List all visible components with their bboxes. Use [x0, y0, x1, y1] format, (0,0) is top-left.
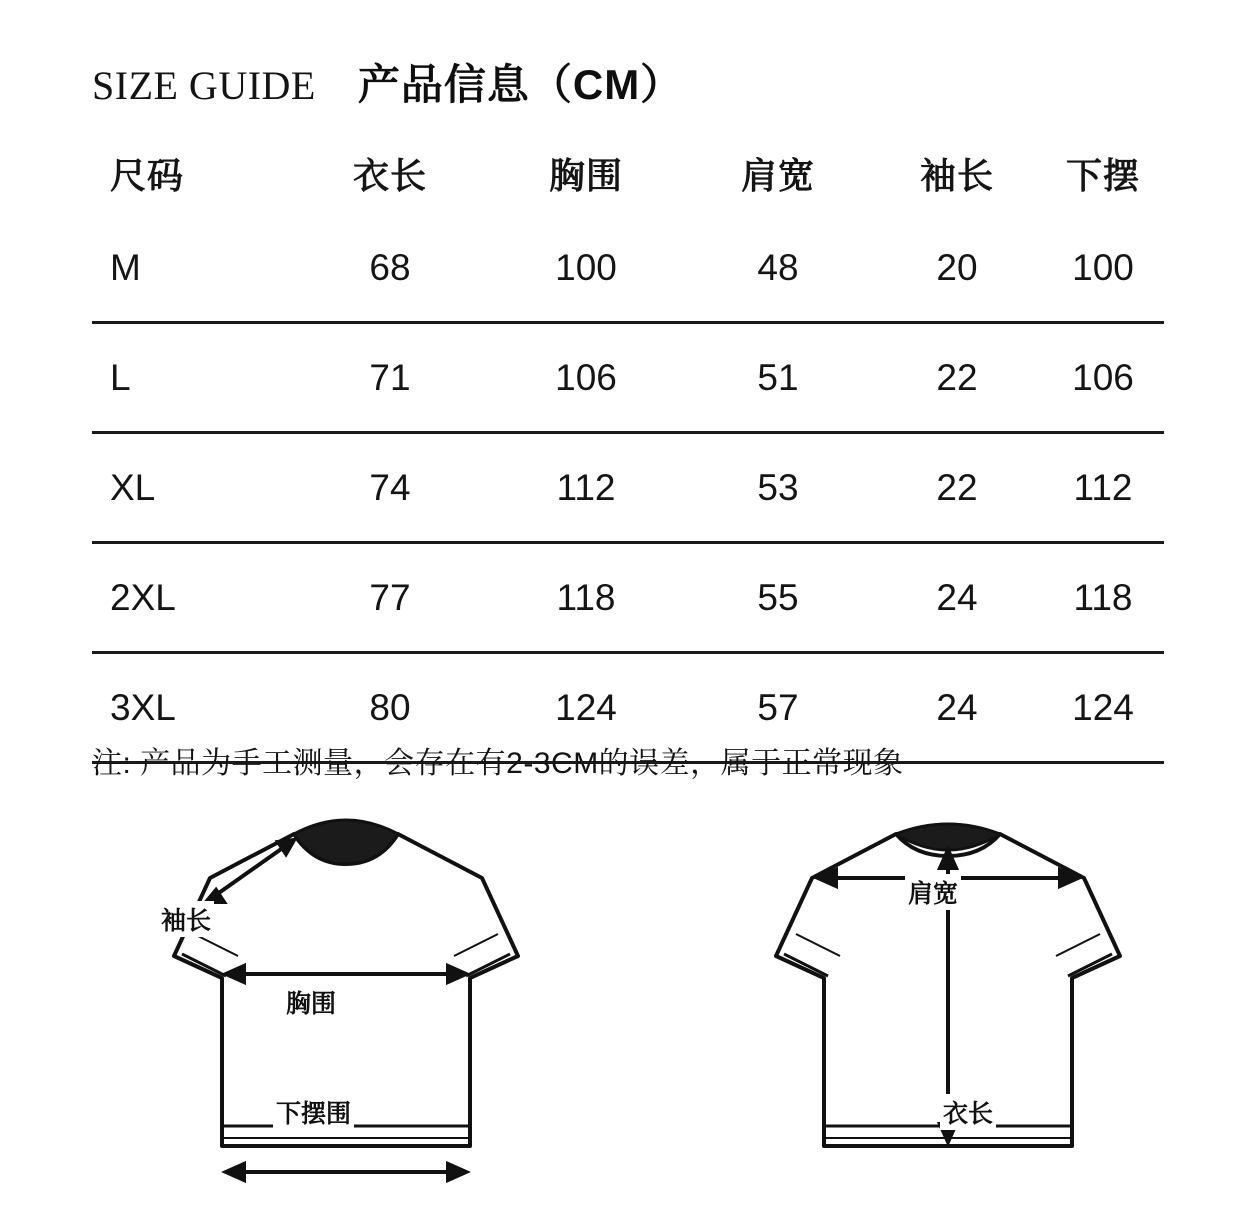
cell-bust: 118	[556, 576, 616, 618]
table-header-row	[92, 132, 1164, 214]
title-chinese: 产品信息（CM）	[357, 61, 684, 108]
cell-hem: 106	[1072, 356, 1134, 398]
tshirt-front-diagram	[98, 806, 528, 1211]
cell-length: 74	[369, 466, 411, 508]
cell-sleeve: 22	[936, 356, 978, 398]
cell-length: 77	[369, 576, 411, 618]
cell-size: XL	[110, 466, 156, 508]
label-garment-length: 衣长	[940, 1094, 996, 1130]
cell-hem: 124	[1072, 686, 1134, 728]
cell-bust: 100	[555, 246, 617, 288]
label-sleeve-length: 袖长	[158, 901, 214, 937]
table-row	[92, 214, 1164, 321]
cell-sleeve: 22	[936, 466, 978, 508]
label-shoulder-width: 肩宽	[905, 874, 961, 910]
cell-length: 80	[369, 686, 411, 728]
size-table	[92, 132, 1164, 764]
measurement-diagrams	[0, 806, 1240, 1216]
title-english: SIZE GUIDE	[92, 63, 316, 108]
cell-size: L	[110, 356, 131, 398]
tshirt-back-icon	[700, 806, 1130, 1206]
cell-hem: 118	[1073, 576, 1133, 618]
column-header-size: 尺码	[110, 154, 185, 196]
cell-sleeve: 24	[936, 686, 978, 728]
column-header-shoulder: 肩宽	[740, 154, 815, 196]
cell-shoulder: 55	[757, 576, 799, 618]
cell-shoulder: 57	[757, 686, 799, 728]
cell-shoulder: 48	[757, 246, 799, 288]
cell-hem: 112	[1073, 466, 1133, 508]
cell-sleeve: 24	[936, 576, 978, 618]
cell-length: 68	[369, 246, 411, 288]
column-header-hem: 下摆	[1065, 154, 1140, 196]
cell-bust: 106	[555, 356, 617, 398]
column-header-length: 衣长	[352, 154, 427, 196]
cell-size: 2XL	[110, 576, 176, 618]
label-hem-width: 下摆围	[273, 1094, 354, 1130]
table-row	[92, 434, 1164, 541]
cell-bust: 124	[555, 686, 617, 728]
cell-shoulder: 53	[757, 466, 799, 508]
label-bust: 胸围	[283, 984, 339, 1020]
table-row	[92, 544, 1164, 651]
measurement-note: 注: 产品为手工测量，会存在有2-3CM的误差，属于正常现象	[92, 747, 904, 780]
column-header-sleeve: 袖长	[919, 154, 994, 196]
cell-bust: 112	[556, 466, 616, 508]
page-title	[92, 52, 683, 112]
cell-length: 71	[369, 356, 411, 398]
column-header-bust: 胸围	[548, 154, 623, 196]
cell-hem: 100	[1072, 246, 1134, 288]
tshirt-back-diagram	[700, 806, 1130, 1211]
cell-sleeve: 20	[936, 246, 978, 288]
cell-size: 3XL	[110, 686, 176, 728]
cell-size: M	[110, 246, 141, 288]
cell-shoulder: 51	[757, 356, 799, 398]
table-row	[92, 324, 1164, 431]
